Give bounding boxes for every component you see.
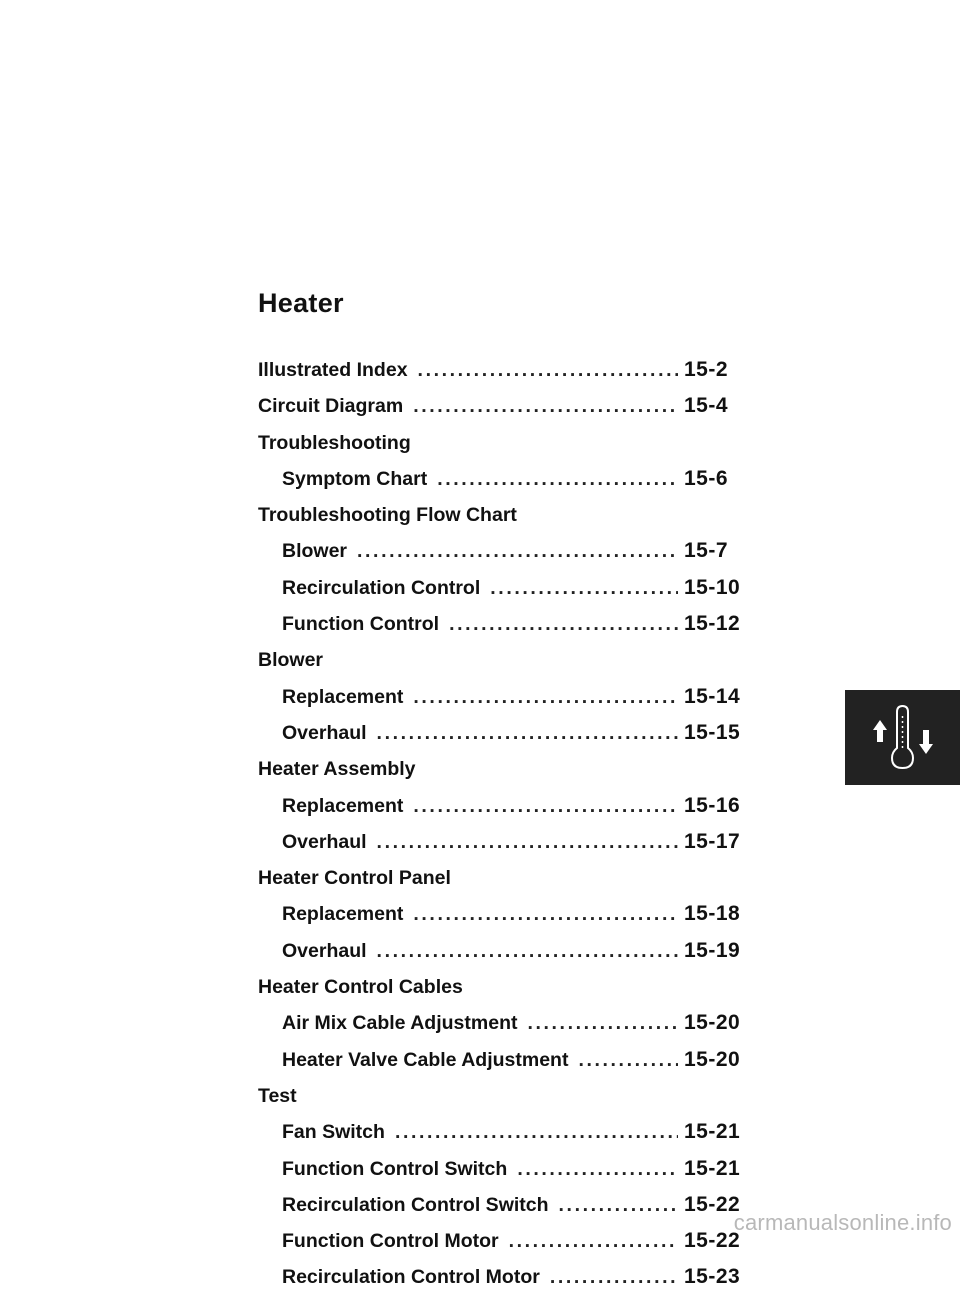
toc-entry[interactable] — [258, 896, 748, 932]
thermometer-arrows-icon — [845, 690, 960, 785]
toc-entry[interactable] — [258, 1005, 748, 1041]
section-tab — [845, 690, 960, 785]
toc-leader-dots — [578, 1042, 678, 1078]
toc-entry-label: Symptom Chart — [282, 467, 428, 490]
toc-entry-label: Fan Switch — [282, 1121, 385, 1144]
toc-entry-page: 15-10 — [684, 575, 741, 599]
toc-entry[interactable] — [258, 969, 748, 1005]
toc-entry-page: 15-22 — [684, 1192, 741, 1216]
toc-leader-dots — [517, 1151, 678, 1187]
toc-entry[interactable] — [258, 352, 748, 388]
toc-entry-label: Illustrated Index — [258, 359, 408, 381]
toc-leader-dots — [413, 896, 678, 932]
toc-entry-label: Air Mix Cable Adjustment — [282, 1012, 518, 1035]
table-of-contents — [258, 352, 748, 1296]
toc-entry-label: Overhaul — [282, 721, 367, 744]
toc-entry[interactable] — [258, 824, 748, 860]
toc-entry-page: 15-22 — [684, 1229, 741, 1253]
toc-entry[interactable] — [258, 1223, 748, 1259]
toc-entry[interactable] — [258, 425, 748, 461]
toc-entry-label: Circuit Diagram — [258, 395, 404, 418]
toc-entry-label: Heater Control Cables — [258, 976, 463, 999]
toc-entry-label: Overhaul — [282, 939, 367, 962]
toc-entry-page: 15-2 — [684, 358, 729, 381]
toc-leader-dots — [395, 1114, 678, 1150]
toc-entry-label: Heater Valve Cable Adjustment — [282, 1048, 569, 1071]
toc-entry-page: 15-19 — [684, 938, 741, 962]
toc-entry-page: 15-14 — [684, 684, 741, 708]
toc-leader-dots — [509, 1223, 678, 1259]
toc-leader-dots — [490, 570, 678, 606]
toc-entry[interactable] — [258, 1114, 748, 1150]
toc-entry-label: Replacement — [282, 794, 404, 817]
toc-leader-dots — [550, 1259, 678, 1295]
toc-entry-label: Replacement — [282, 685, 404, 708]
watermark: carmanualsonline.info — [733, 1210, 952, 1235]
toc-entry[interactable] — [258, 788, 748, 824]
toc-entry[interactable] — [258, 606, 748, 642]
toc-entry[interactable] — [258, 860, 748, 896]
toc-entry-label: Heater Assembly — [258, 758, 416, 781]
toc-entry-page: 15-16 — [684, 793, 741, 817]
toc-entry-page: 15-17 — [684, 829, 741, 853]
toc-entry-page: 15-6 — [684, 466, 729, 490]
toc-entry-label: Replacement — [282, 903, 404, 926]
toc-leader-dots — [527, 1005, 678, 1041]
toc-entry-page: 15-12 — [684, 612, 741, 636]
toc-leader-dots — [418, 352, 678, 388]
toc-leader-dots — [449, 606, 678, 642]
toc-entry-page: 15-20 — [684, 1047, 741, 1071]
toc-leader-dots — [413, 388, 678, 424]
toc-entry-page: 15-21 — [684, 1120, 741, 1144]
toc-leader-dots — [377, 715, 678, 751]
toc-entry[interactable] — [258, 497, 748, 533]
toc-entry[interactable] — [258, 1259, 748, 1295]
toc-entry[interactable] — [258, 1151, 748, 1187]
toc-leader-dots — [357, 533, 678, 569]
toc-entry[interactable] — [258, 1078, 748, 1114]
toc-entry-page: 15-15 — [684, 720, 741, 744]
toc-entry-label: Troubleshooting Flow Chart — [258, 504, 517, 527]
toc-entry-label: Troubleshooting — [258, 431, 411, 454]
toc-entry[interactable] — [258, 715, 748, 751]
toc-leader-dots — [413, 679, 678, 715]
toc-entry-label: Function Control Switch — [282, 1157, 508, 1180]
toc-entry-page: 15-21 — [684, 1156, 741, 1180]
toc-entry[interactable] — [258, 642, 748, 678]
toc-entry-page: 15-4 — [684, 394, 729, 418]
toc-entry[interactable] — [258, 461, 748, 497]
toc-leader-dots — [437, 461, 678, 497]
toc-entry-label: Overhaul — [282, 830, 367, 853]
toc-entry[interactable] — [258, 751, 748, 787]
toc-entry-label: Blower — [258, 649, 324, 672]
toc-leader-dots — [559, 1187, 678, 1223]
toc-entry[interactable] — [258, 1042, 748, 1078]
toc-entry[interactable] — [258, 570, 748, 606]
toc-entry-label: Function Control Motor — [282, 1230, 499, 1253]
toc-entry-label: Recirculation Control — [282, 576, 481, 599]
toc-entry-label: Recirculation Control Switch — [282, 1193, 549, 1216]
toc-entry[interactable] — [258, 933, 748, 969]
toc-entry-page: 15-23 — [684, 1265, 741, 1289]
toc-leader-dots — [413, 788, 678, 824]
toc-leader-dots — [377, 933, 678, 969]
toc-entry-page: 15-20 — [684, 1011, 741, 1035]
toc-entry-label: Function Control — [282, 613, 440, 636]
toc-entry-page: 15-7 — [684, 539, 729, 563]
toc-entry[interactable] — [258, 533, 748, 569]
toc-entry-label: Recirculation Control Motor — [282, 1266, 540, 1289]
toc-entry[interactable] — [258, 679, 748, 715]
toc-entry-label: Heater Control Panel — [258, 867, 451, 890]
toc-entry-label: Blower — [282, 540, 348, 563]
toc-entry[interactable] — [258, 1187, 748, 1223]
section-title: Heater — [258, 288, 344, 318]
toc-leader-dots — [377, 824, 678, 860]
toc-entry-label: Test — [258, 1084, 297, 1107]
toc-entry-page: 15-18 — [684, 902, 741, 926]
toc-entry[interactable] — [258, 388, 748, 424]
